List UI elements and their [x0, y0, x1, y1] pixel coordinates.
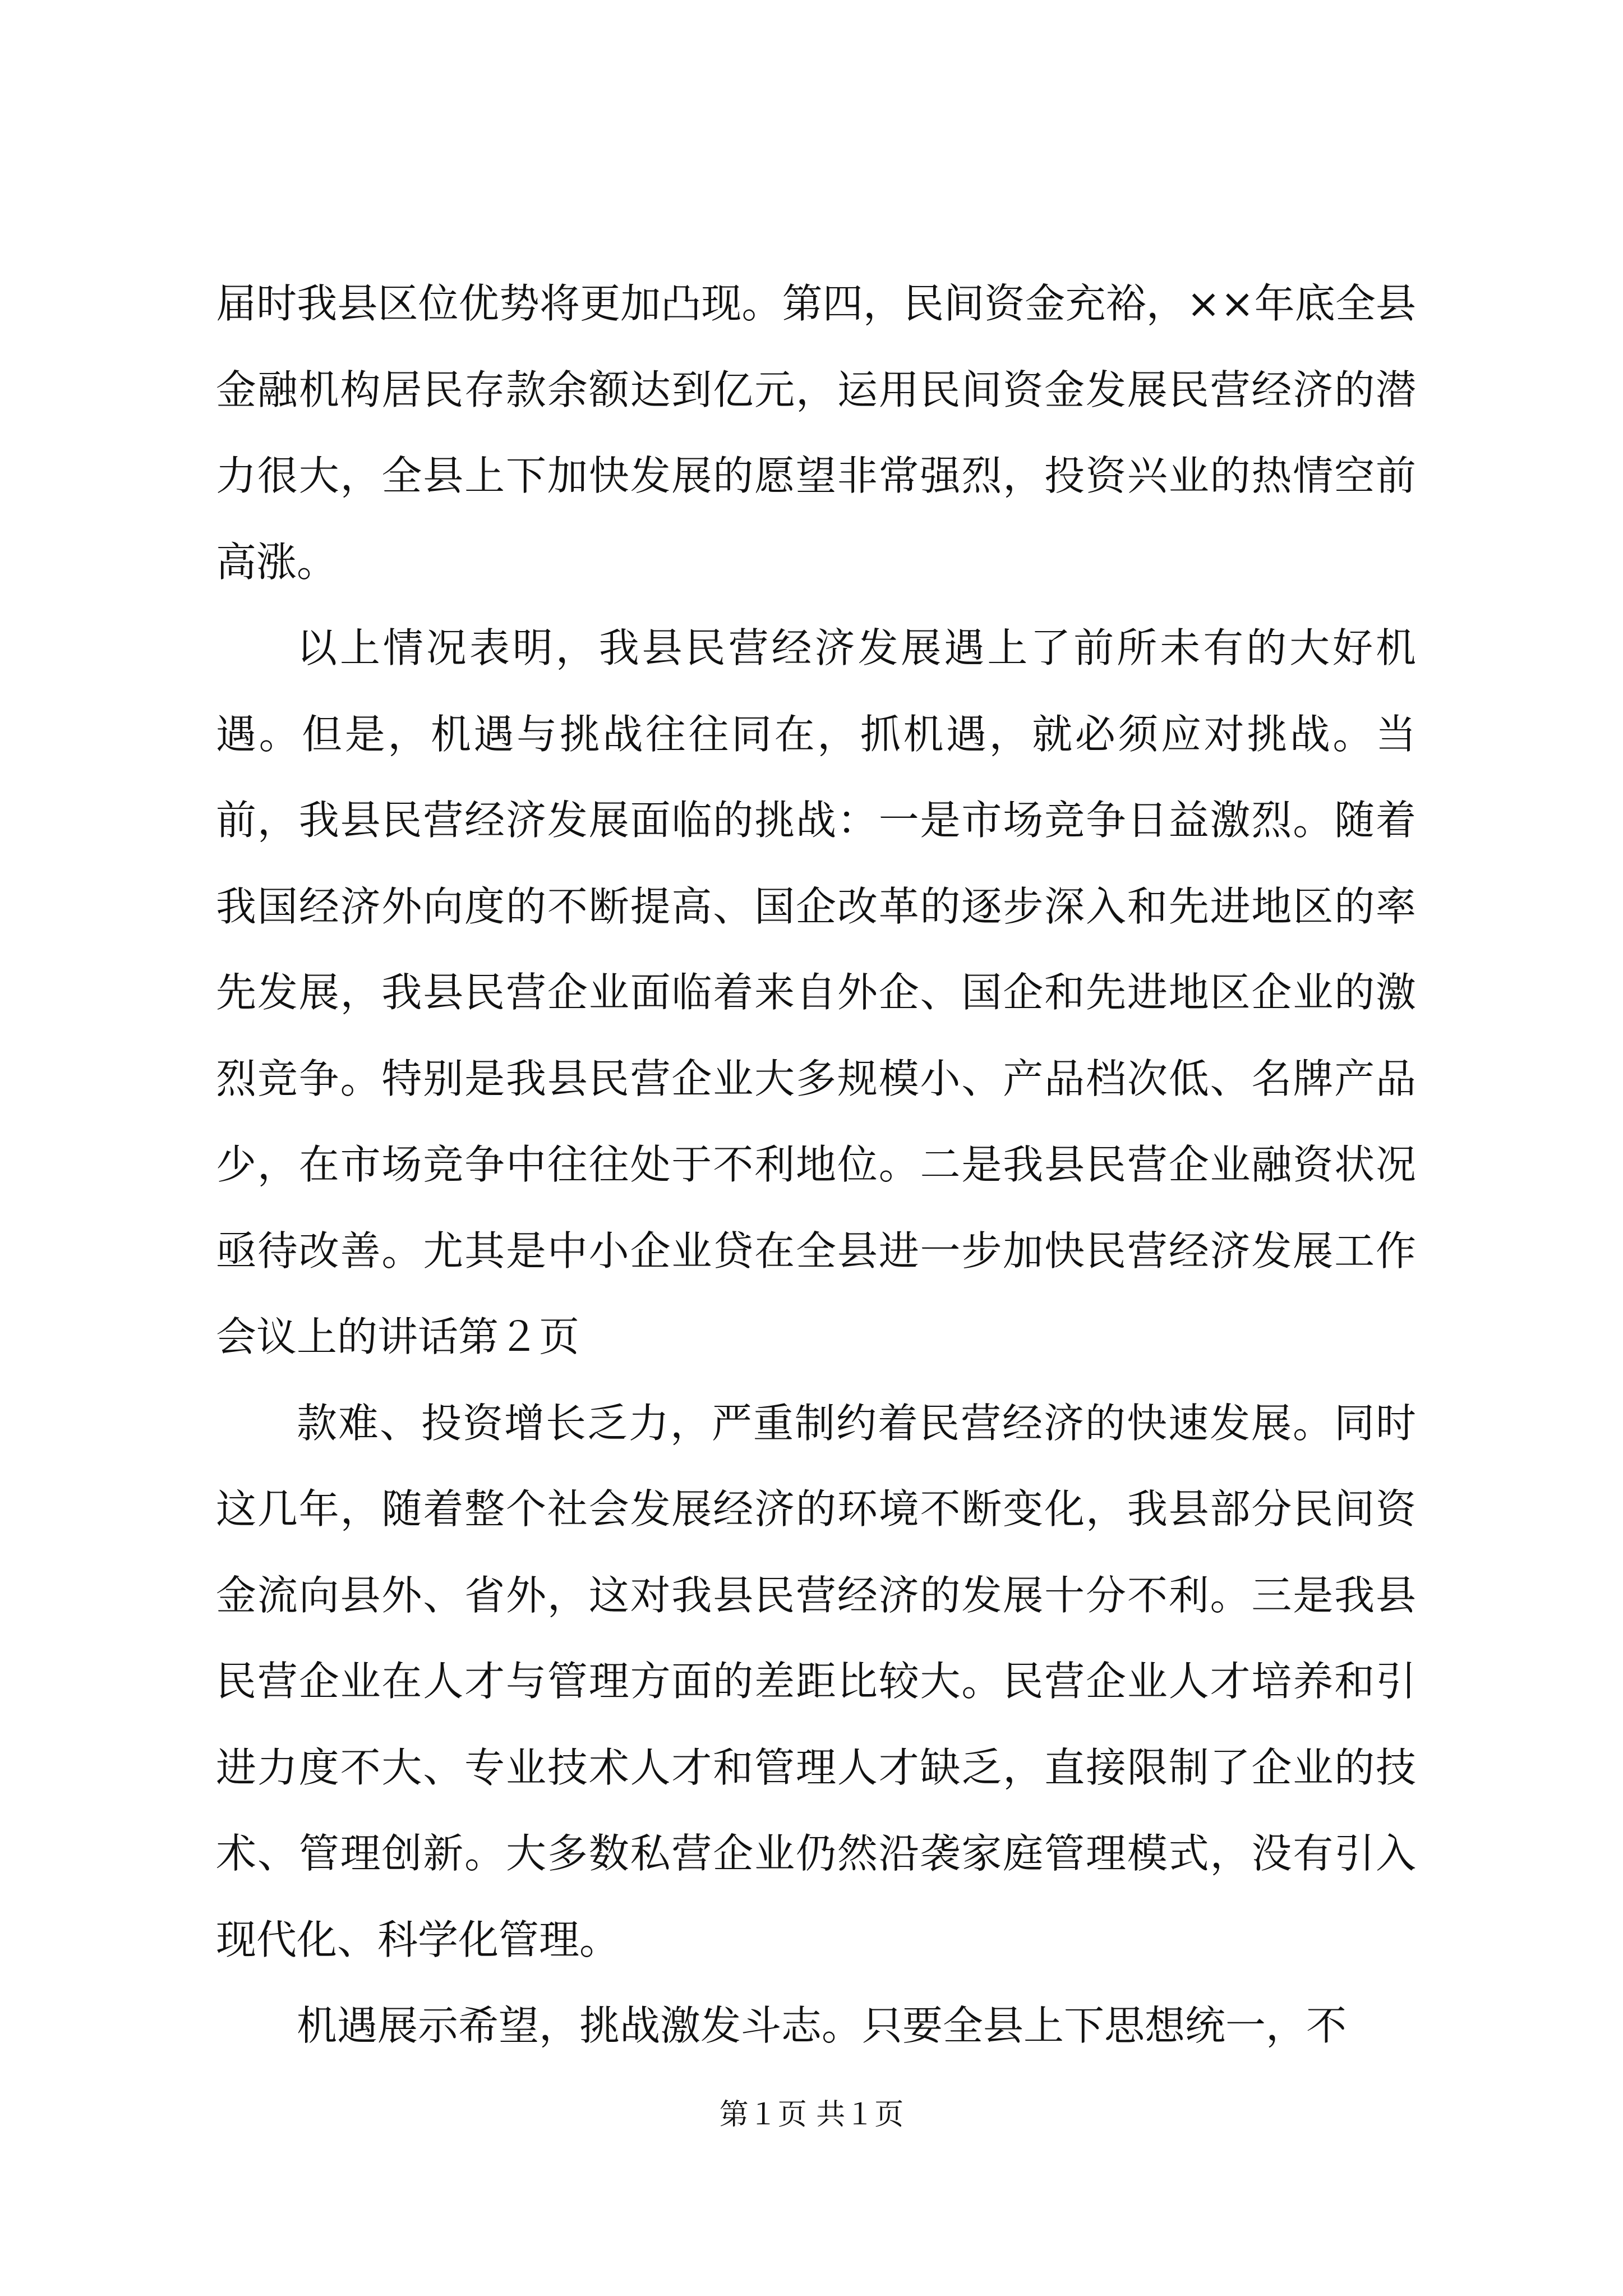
- paragraph-4: 机遇展示希望，挑战激发斗志。只要全县上下思想统一，不: [297, 2002, 1347, 2049]
- paragraph-1: 届时我县区位优势将更加凸现。第四，民间资金充裕，××年底全县金融机构居民存款余额达到亿元，运用民间资金发展民营经济的潜力很大，全县上下加快发展的愿望非常强烈，投资兴业的热情空前高涨。: [216, 280, 1416, 586]
- page-footer: 第１页 共１页: [719, 2098, 904, 2132]
- paragraph-2: 以上情况表明，我县民营经济发展遇上了前所未有的大好机遇。但是，机遇与挑战往往同在，抓机遇，就必须应对挑战。当前，我县民营经济发展面临的挑战：一是市场竞争日益激烈。随着我国经济外向度的不断提高、国企改革的逐步深入和先进地区的率先发展，我县民营企业面临着来自外企、国企和先进地区企业的激烈竞争。特别是我县民营企业大多规模小、产品档次低、名牌产品少，在市场竞争中往往处于不利地位。二是我县民营企业融资状况亟待改善。尤其是中小企业贷在全县进一步加快民营经济发展工作会议上的讲话第２页: [216, 624, 1416, 1360]
- document-body: [216, 261, 1416, 2069]
- paragraph-3: 款难、投资增长乏力，严重制约着民营经济的快速发展。同时这几年，随着整个社会发展经济的环境不断变化，我县部分民间资金流向县外、省外，这对我县民营经济的发展十分不利。三是我县民营企业在人才与管理方面的差距比较大。民营企业人才培养和引进力度不大、专业技术人才和管理人才缺乏，直接限制了企业的技术、管理创新。大多数私营企业仍然沿袭家庭管理模式，没有引入现代化、科学化管理。: [216, 1399, 1416, 1963]
